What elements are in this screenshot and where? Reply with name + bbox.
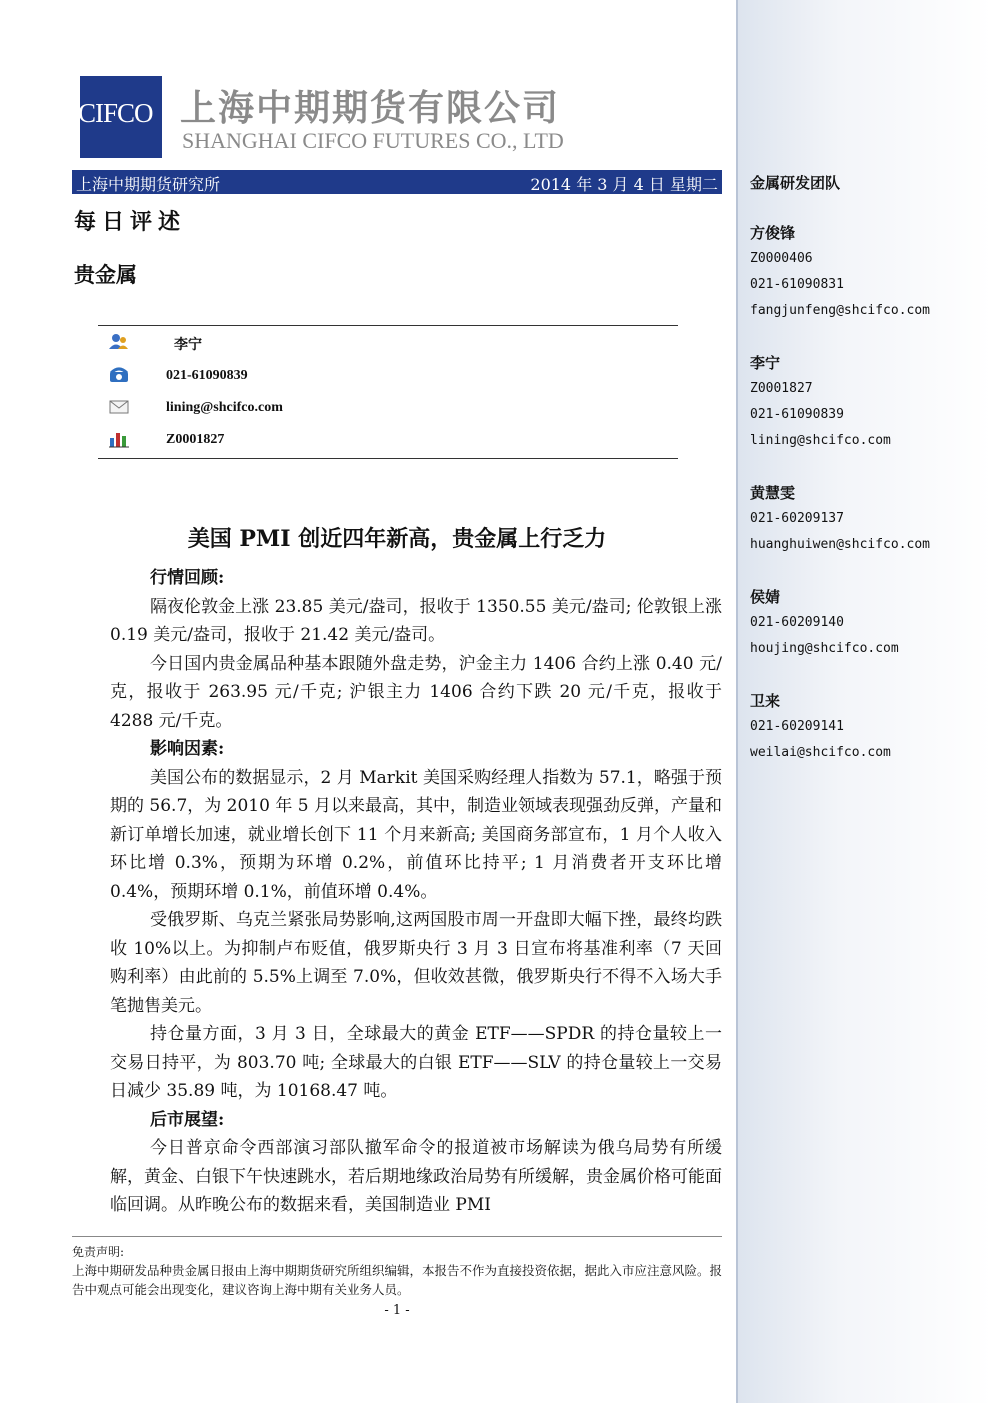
title-bar [72, 170, 722, 194]
member-phone: 021-60209140 [750, 615, 844, 630]
sidebar-title: 金属研发团队 [750, 174, 841, 192]
section-title: 每日评述 [74, 209, 187, 235]
report-date: 2014 年 3 月 4 日 星期二 [530, 175, 718, 194]
member-email[interactable]: fangjunfeng@shcifco.com [750, 303, 931, 318]
paragraph: 隔夜伦敦金上涨 23.85 美元/盎司，报收于 1350.55 美元/盎司; 伦敦银上涨 0.19 美元/盎司，报收于 21.42 美元/盎司。 [110, 596, 722, 645]
analyst-phone: 021-61090839 [166, 368, 248, 383]
analyst-email[interactable]: lining@shcifco.com [166, 400, 283, 415]
member-name: 侯婧 [750, 588, 781, 606]
disclaimer-title: 免责声明: [72, 1245, 125, 1259]
team-member [750, 480, 990, 558]
paragraph: 持仓量方面，3 月 3 日，全球最大的黄金 ETF——SPDR 的持仓量较上一交易日持平，为 803.70 吨; 全球最大的白银 ETF——SLV 的持仓量较上一交易日减少 35.89 吨，为 10168.47 吨。 [110, 1024, 722, 1101]
team-member [750, 220, 990, 324]
footer-divider [72, 1236, 722, 1237]
section-heading-outlook: 后市展望: [150, 1109, 225, 1130]
team-member [750, 688, 990, 766]
company-name-cn: 上海中期期货有限公司 [180, 88, 561, 129]
team-member [750, 584, 990, 662]
bar-chart-icon [108, 430, 130, 448]
section-heading-market-review: 行情回顾: [150, 568, 225, 588]
section-heading-factors: 影响因素: [150, 739, 225, 759]
team-sidebar [736, 0, 992, 1403]
member-email[interactable]: weilai@shcifco.com [750, 745, 891, 760]
analyst-name: 李宁 [174, 338, 202, 353]
member-email[interactable]: huanghuiwen@shcifco.com [750, 537, 931, 552]
paragraph: 美国公布的数据显示，2 月 Markit 美国采购经理人指数为 57.1，略强于预期的 56.7，为 2010 年 5 月以来最高，其中，制造业领域表现强劲反弹，产量和新订单增长加速，就业增长创下 11 个月来新高; 美国商务部宣布，1 月个人收入环比增 0.3%，预期为环增 0.2%，前值环比持平; 1 月消费者开支环比增 0.4%，预期环增 0.1%，前值环增 0.4%。 [110, 767, 722, 902]
member-name: 李宁 [750, 354, 781, 372]
member-phone: 021-61090839 [750, 407, 844, 422]
company-name-en: SHANGHAI CIFCO FUTURES CO., LTD [182, 128, 564, 153]
page-number: - 1 - [384, 1303, 410, 1318]
envelope-icon [108, 398, 130, 416]
report-category: 贵金属 [74, 262, 137, 287]
member-name: 黄慧雯 [750, 484, 796, 502]
member-phone: 021-60209141 [750, 719, 844, 734]
team-member [750, 350, 990, 454]
analyst-license: Z0001827 [166, 432, 225, 447]
disclaimer-body: 上海中期研发品种贵金属日报由上海中期期货研究所组织编辑，本报告不作为直接投资依据，据此入市应注意风险。报告中观点可能会出现变化，建议咨询上海中期有关业务人员。 [72, 1263, 723, 1297]
member-name: 方俊锋 [750, 224, 796, 242]
logo-text: CIFCO [78, 98, 153, 128]
member-email[interactable]: lining@shcifco.com [750, 433, 891, 448]
person-icon [108, 332, 130, 350]
analyst-info-box [98, 325, 678, 459]
article-headline: 美国 PMI 创近四年新高，贵金属上行乏力 [187, 526, 607, 552]
phone-icon [108, 366, 130, 384]
member-license: Z0001827 [750, 381, 813, 396]
paragraph: 今日国内贵金属品种基本跟随外盘走势，沪金主力 1406 合约上涨 0.40 元/克，报收于 263.95 元/千克; 沪银主力 1406 合约下跌 20 元/千克，报收于 4288 元/千克。 [110, 653, 722, 731]
member-license: Z0000406 [750, 251, 813, 266]
paragraph: 受俄罗斯、乌克兰紧张局势影响,这两国股市周一开盘即大幅下挫，最终均跌收 10%以上。为抑制卢布贬值，俄罗斯央行 3 月 3 日宣布将基准利率（7 天回购利率）由此前的 5.5%上调至 7.0%，但收效甚微，俄罗斯央行不得不入场大手笔抛售美元。 [110, 910, 722, 1016]
article-body [110, 564, 722, 1220]
paragraph: 今日普京命令西部演习部队撤军命令的报道被市场解读为俄乌局势有所缓解，黄金、白银下午快速跳水，若后期地缘政治局势有所缓解，贵金属价格可能面临回调。从昨晚公布的数据来看，美国制造业 PMI [110, 1138, 722, 1215]
member-name: 卫来 [750, 692, 781, 710]
member-phone: 021-61090831 [750, 277, 844, 292]
member-email[interactable]: houjing@shcifco.com [750, 641, 899, 656]
member-phone: 021-60209137 [750, 511, 844, 526]
institute-name: 上海中期期货研究所 [76, 175, 221, 194]
